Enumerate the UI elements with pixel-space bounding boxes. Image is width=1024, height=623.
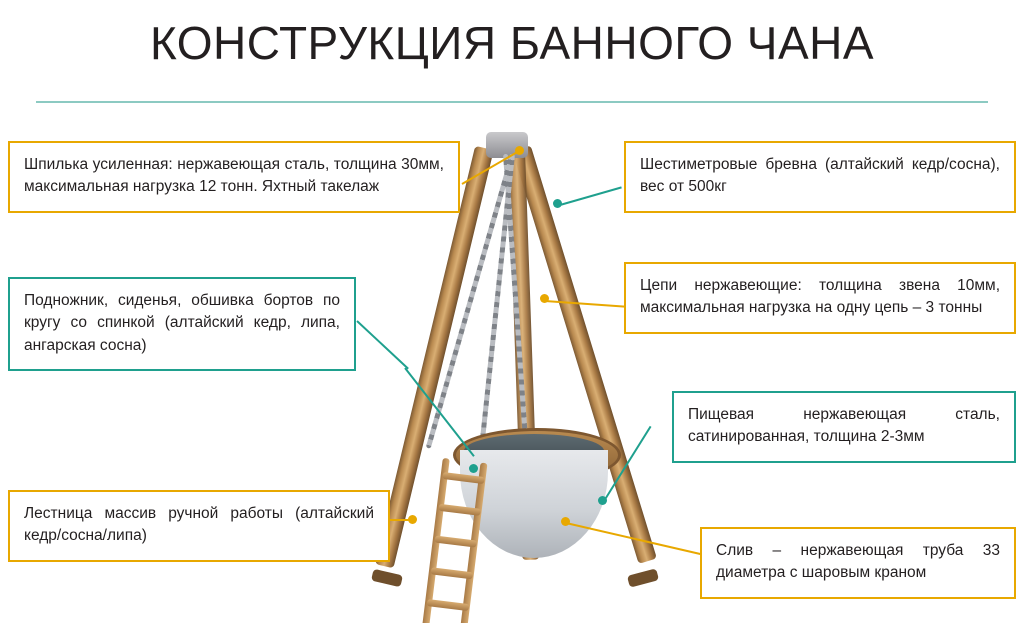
callout-stud: Шпилька усиленная: нержавеющая сталь, толщина 30мм, максимальная нагрузка 12 тонн. Яхтный такелаж [8,141,460,213]
leader-dot-drain [561,517,570,526]
leader-dot-stud [515,146,524,155]
leader-dot-steel [598,496,607,505]
page-title: КОНСТРУКЦИЯ БАННОГО ЧАНА [149,17,875,69]
leg-foot [627,568,659,587]
callout-footrest: Подножник, сиденья, обшивка бортов по кругу со спинкой (алтайский кедр, липа, ангарская сосна) [8,277,356,371]
leader-dot-logs [553,199,562,208]
leader-dot-chains [540,294,549,303]
callout-drain: Слив – нержавеющая труба 33 диаметра с шаровым краном [700,527,1016,599]
leg-foot [371,569,403,587]
callout-ladder: Лестница массив ручной работы (алтайский кедр/сосна/липа) [8,490,390,562]
callout-steel: Пищевая нержавеющая сталь, сатинированная, толщина 2-3мм [672,391,1016,463]
leader-dot-ladder [408,515,417,524]
callout-chains: Цепи нержавеющие: толщина звена 10мм, максимальная нагрузка на одну цепь – 3 тонны [624,262,1016,334]
callout-logs: Шестиметровые бревна (алтайский кедр/сосна), вес от 500кг [624,141,1016,213]
leader-dot-footrest [469,464,478,473]
title-divider [36,101,988,103]
ladder-icon [422,458,489,623]
